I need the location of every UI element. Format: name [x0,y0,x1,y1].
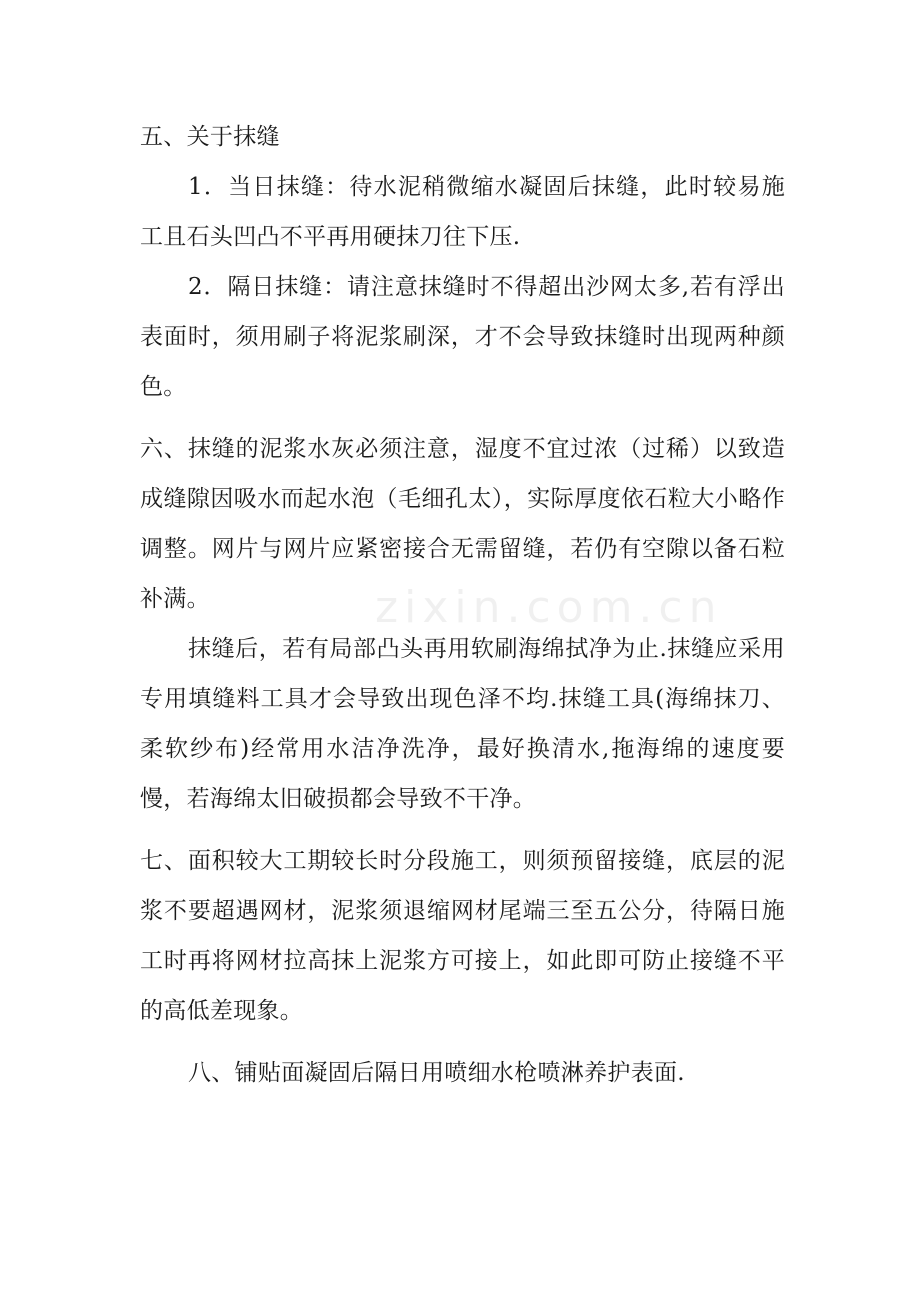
paragraph-section-eight: 八、铺贴面凝固后隔日用喷细水枪喷淋养护表面. [188,1060,685,1086]
paragraph-section-six: 六、抹缝的泥浆水灰必须注意，湿度不宜过浓（过稀）以致造成缝隙因吸水而起水泡（毛细孔太），实际厚度依石粒大小略作调整。网片与网片应紧密接合无需留缝，若仍有空隙以备石粒补满。 [140,436,785,612]
paragraph-section-seven: 七、面积较大工期较长时分段施工，则须预留接缝，底层的泥浆不要超遇网材，泥浆须退缩网材尾端三至五公分，待隔日施工时再将网材拉高抹上泥浆方可接上，如此即可防止接缝不平的高低差现象。 [140,848,785,1024]
document-body [140,112,785,1098]
paragraph-after-grouting: 抹缝后，若有局部凸头再用软刷海绵拭净为止.抹缝应采用专用填缝料工具才会导致出现色泽不均.抹缝工具(海绵抹刀、柔软纱布)经常用水洁净洗净，最好换清水,拖海绵的速度要慢，若海绵太旧破损都会导致不干净。 [140,636,785,812]
section-heading: 五、关于抹缝 [140,124,280,150]
paragraph-next-day-grouting: 2．隔日抹缝：请注意抹缝时不得超出沙网太多,若有浮出表面时，须用刷子将泥浆刷深，才不会导致抹缝时出现两种颜色。 [140,274,785,400]
paragraph-same-day-grouting: 1．当日抹缝：待水泥稍微缩水凝固后抹缝，此时较易施工且石头凹凸不平再用硬抹刀往下压. [140,174,785,250]
watermark: zixin.com.cn [375,582,723,633]
